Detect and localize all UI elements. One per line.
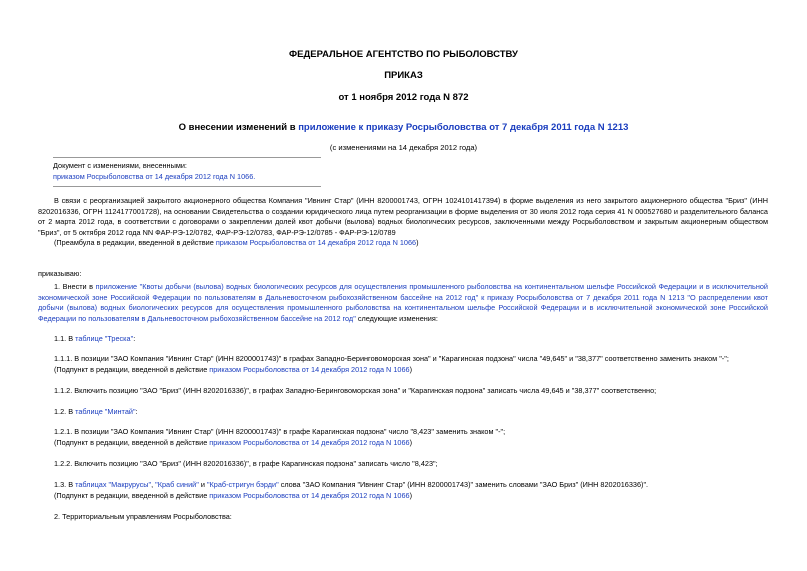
table-pollock-link[interactable]: таблице "Минтай" <box>75 407 136 416</box>
subitem-1-1-2: 1.1.2. Включить позицию "ЗАО "Бриз" (ИНН 8202016336)", в графах Западно-Беринговоморская зона" и "Карагинская подзона" записать числа 49,645 и "38,377" соответственно; <box>54 386 657 395</box>
subitem-1-2-2: 1.2.2. Включить позицию "ЗАО "Бриз" (ИНН 8202016336)", в графе Карагинская подзона" записать число "8,423"; <box>54 459 438 468</box>
subitem-1-1: 1.1. В таблице "Треска": <box>54 334 136 343</box>
preamble-note-link[interactable]: приказом Росрыболовства от 14 декабря 2012 года N 1066 <box>215 238 417 247</box>
item-2: 2. Территориальным управлениям Росрыболовства: <box>54 512 232 521</box>
doc-title-link[interactable]: приложение к приказу Росрыболовства от 7 декабря 2011 года N 1213 <box>298 122 629 133</box>
table-blue-crab-link[interactable]: "Краб синий" <box>155 480 199 489</box>
preamble-note: (Преамбула в редакции, введенной в действие приказом Росрыболовства от 14 декабря 2012 года N 1066) <box>54 238 419 247</box>
table-cod-link[interactable]: таблице "Треска" <box>75 334 134 343</box>
table-bairdi-crab-link[interactable]: "Краб-стригун бэрди" <box>206 480 279 489</box>
subitem-1-2-1-note-link[interactable]: приказом Росрыболовства от 14 декабря 2012 года N 1066 <box>209 437 410 447</box>
subitem-1-1-1: 1.1.1. В позиции "ЗАО Компания "Ивнинг Стар" (ИНН 8200001743)" в графах Западно-Беринговоморская зона" и "Карагинская подзона" числа "49,645" и "38,377" соответственно заменить знаком "-"; (Подпункт в редакции, введенной в действие приказом Росрыболовства от 14 декабря 2012 года N 1066) <box>54 354 729 374</box>
item-1-link[interactable]: приложение "Квоты добычи (вылова) водных биологических ресурсов для осуществления промышленного рыболовства на континентальном шельфе Российской Федерации и в исключительной экономической зоне Российской Федерации по пользователям в Дальневосточном рыбохозяйственном бассейне на 2012 год" к приказу Росрыболовства от 7 декабря 2011 года N 1213 "О распределении квот добычи (вылова) водных биологических ресурсов для осуществления промышленного рыболовства на континентальном шельфе Российской Федерации и в исключительной экономической зоне Российской Федерации по пользователям в Дальневосточном рыбохозяйственном бассейне на 2012 год" <box>38 282 768 323</box>
subitem-1-3-note-link[interactable]: приказом Росрыболовства от 14 декабря 2012 года N 1066 <box>209 490 410 500</box>
subitem-1-2: 1.2. В таблице "Минтай": <box>54 407 138 416</box>
subitem-1-3: 1.3. В таблицах "Макрурусы", "Краб синий" и "Краб-стригун бэрди" слова "ЗАО Компания "Ивнинг Стар" (ИНН 8200001743)" заменить словами "ЗАО Бриз" (ИНН 8202016336)". (Подпункт в редакции, введенной в действие приказом Росрыболовства от 14 декабря 2012 года N 1066) <box>54 480 649 500</box>
doc-title <box>0 122 807 133</box>
table-grenadiers-link[interactable]: таблицах "Макрурусы" <box>75 480 152 489</box>
divider-bottom <box>53 186 321 187</box>
doc-title-text: О внесении изменений в <box>178 122 299 133</box>
subitem-1-2-1: 1.2.1. В позиции "ЗАО Компания "Ивнинг Стар" (ИНН 8200001743)" в графе Карагинская подзона" число "8,423" заменить знаком "-"; (Подпункт в редакции, введенной в действие приказом Росрыболовства от 14 декабря 2012 года N 1066) <box>54 427 506 447</box>
changes-link[interactable]: приказом Росрыболовства от 14 декабря 2012 года N 1066. <box>53 171 256 181</box>
preamble: В связи с реорганизацией закрытого акционерного общества Компания "Ивнинг Стар" (ИНН 8200001743, ОГРН 1024101417394) в форме выделения из него закрытого акционерного общества "Бриз" (ИНН 8202016336, ОГРН 1124177001728), на основании Свидетельства о создании юридического лица путем реорганизации в форме выделения от 30 июля 2012 года серия 41 N 000527680 и разделительного баланса от 2 марта 2012 года, в соответствии с договорами о закреплении долей квот добычи (вылова) водных биологических ресурсов, заключенными между Росрыболовством и закрытым акционерным обществом "Бриз", от 5 октября 2012 года NN ФАР-РЭ-12/0782, ФАР-РЭ-12/0783, ФАР-РЭ-12/0785 - ФАР-РЭ-12/0789 <box>38 196 768 237</box>
order-word: приказываю: <box>38 269 82 278</box>
doc-date: от 1 ноября 2012 года N 872 <box>338 92 469 103</box>
subitem-1-1-1-note-link[interactable]: приказом Росрыболовства от 14 декабря 2012 года N 1066 <box>209 364 410 374</box>
doc-type: ПРИКАЗ <box>384 70 423 81</box>
amended-note: (с изменениями на 14 декабря 2012 года) <box>329 143 478 152</box>
agency-name: ФЕДЕРАЛЬНОЕ АГЕНТСТВО ПО РЫБОЛОВСТВУ <box>289 49 518 60</box>
item-1: 1. Внести в приложение "Квоты добычи (вылова) водных биологических ресурсов для осуществления промышленного рыболовства на континентальном шельфе Российской Федерации и в исключительной экономической зоне Российской Федерации по пользователям в Дальневосточном рыбохозяйственном бассейне на 2012 год" к приказу Росрыболовства от 7 декабря 2011 года N 1213 "О распределении квот добычи (вылова) водных биологических ресурсов для осуществления промышленного рыболовства на континентальном шельфе Российской Федерации и в исключительной экономической зоне Российской Федерации по пользователям в Дальневосточном рыбохозяйственном бассейне на 2012 год" следующие изменения: <box>38 282 768 323</box>
divider-top <box>53 157 321 158</box>
changes-label: Документ с изменениями, внесенными: <box>53 161 187 170</box>
changes-box <box>53 161 323 182</box>
